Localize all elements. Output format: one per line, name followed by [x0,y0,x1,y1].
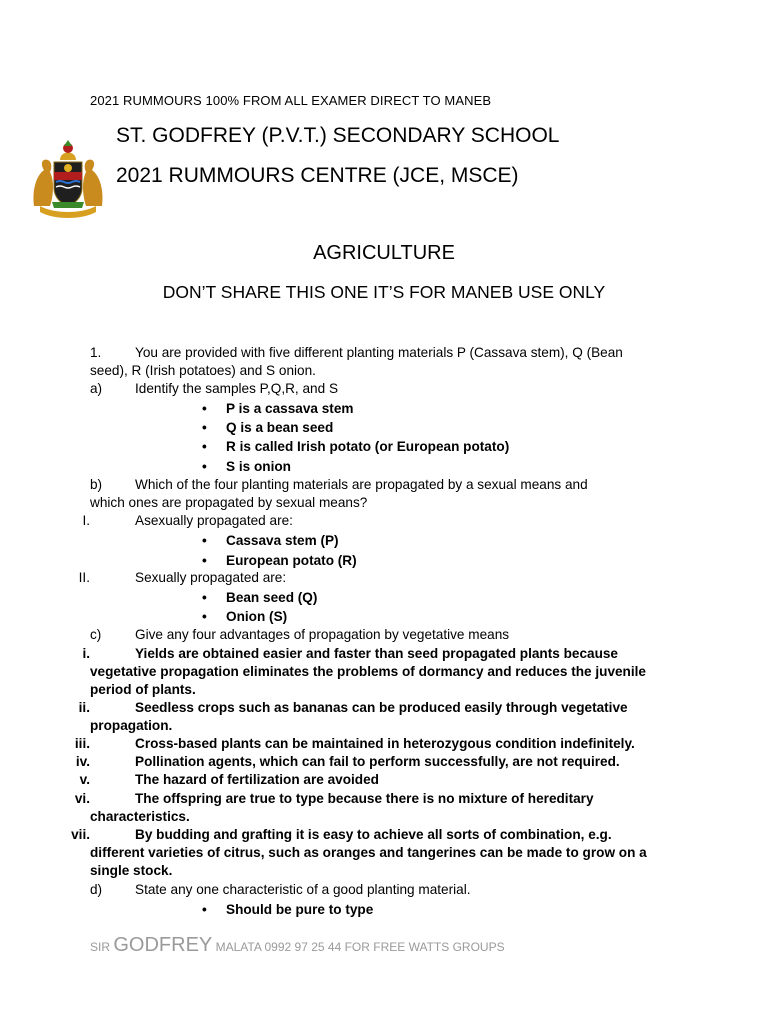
answer-bullet [205,552,357,570]
answer-bullet [205,458,291,476]
rummours-centre: 2021 RUMMOURS CENTRE (JCE, MSCE) [116,164,519,187]
answer-text: Bean seed (Q) [226,590,318,605]
footer-contact [90,934,505,957]
roman-numeral: II. [78,570,90,585]
answer-bullet [205,901,373,919]
part-b-text: Which of the four planting materials are propagated by a sexual means and [135,477,588,492]
roman-numeral: vi. [74,791,90,806]
footer-name: GODFREY [113,934,213,956]
part-c-label: c) [90,627,102,642]
answer-text: R is called Irish potato (or European potato) [226,439,510,454]
answer-bullet [205,438,509,456]
answer-text: P is a cassava stem [226,401,354,416]
roman-numeral: ii. [78,700,90,715]
footer-details: MALATA 0992 97 25 44 FOR FREE WATTS GROUPS [215,940,505,954]
part-d-text: State any one characteristic of a good planting material. [135,882,471,897]
answer-text: Cassava stem (P) [226,533,339,548]
part-d-label: d) [90,882,103,897]
roman-text: Sexually propagated are: [135,570,287,585]
question-number: 1. [90,345,102,360]
advantage-continuation: vegetative propagation eliminates the problems of dormancy and reduces the juvenile [90,664,646,679]
coat-of-arms-icon [30,140,106,220]
advantage-text: Yields are obtained easier and faster than seed propagated plants because [135,646,618,661]
part-a-text: Identify the samples P,Q,R, and S [135,381,339,396]
answer-bullet [205,419,333,437]
footer-sir: SIR [90,940,111,954]
answer-bullet [205,608,287,626]
answer-text: Q is a bean seed [226,420,334,435]
answer-bullet [205,400,353,418]
answer-text: Onion (S) [226,609,288,624]
roman-numeral: vii. [71,827,90,842]
advantage-text: The offspring are true to type because there is no mixture of hereditary [135,791,594,806]
part-c-text: Give any four advantages of propagation by vegetative means [135,627,510,642]
roman-text: Asexually propagated are: [135,513,293,528]
advantage-text: Seedless crops such as bananas can be produced easily through vegetative [135,700,628,715]
answer-text: European potato (R) [226,553,357,568]
school-name: ST. GODFREY (P.V.T.) SECONDARY SCHOOL [116,124,560,147]
roman-numeral: iii. [74,736,90,751]
header-top-line: 2021 RUMMOURS 100% FROM ALL EXAMER DIRECT TO MANEB [90,93,492,108]
advantage-continuation: characteristics. [90,809,190,824]
advantage-continuation: single stock. [90,863,173,878]
advantage-text: By budding and grafting it is easy to achieve all sorts of combination, e.g. [135,827,612,842]
advantage-continuation: propagation. [90,718,173,733]
part-b-line-2: which ones are propagated by sexual means? [90,495,368,510]
part-d [90,881,690,899]
subject-title: AGRICULTURE [313,242,455,264]
advantage-text: Pollination agents, which can fail to perform successfully, are not required. [135,754,620,769]
answer-text: Should be pure to type [226,902,374,917]
advantage-text: The hazard of fertilization are avoided [135,772,379,787]
answer-bullet [205,532,339,550]
answer-bullet [205,589,317,607]
part-a [90,380,690,398]
part-b-label: b) [90,477,103,492]
advantage-continuation: different varieties of citrus, such as oranges and tangerines can be made to grow on a [90,845,647,860]
roman-numeral: iv. [75,754,90,769]
question-1-line-2: seed), R (Irish potatoes) and S onion. [90,363,316,378]
share-warning: DON’T SHARE THIS ONE IT’S FOR MANEB USE ONLY [162,282,606,302]
part-b [90,476,690,494]
advantage-continuation: period of plants. [90,682,196,697]
roman-numeral: i. [82,646,90,661]
advantage-text: Cross-based plants can be maintained in heterozygous condition indefinitely. [135,736,635,751]
roman-numeral: I. [82,513,90,528]
question-text: You are provided with five different planting materials P (Cassava stem), Q (Bean [135,345,623,360]
part-a-label: a) [90,381,103,396]
part-c [90,626,690,644]
question-1-line-1 [90,344,690,362]
answer-text: S is onion [226,459,291,474]
roman-numeral: v. [79,772,90,787]
